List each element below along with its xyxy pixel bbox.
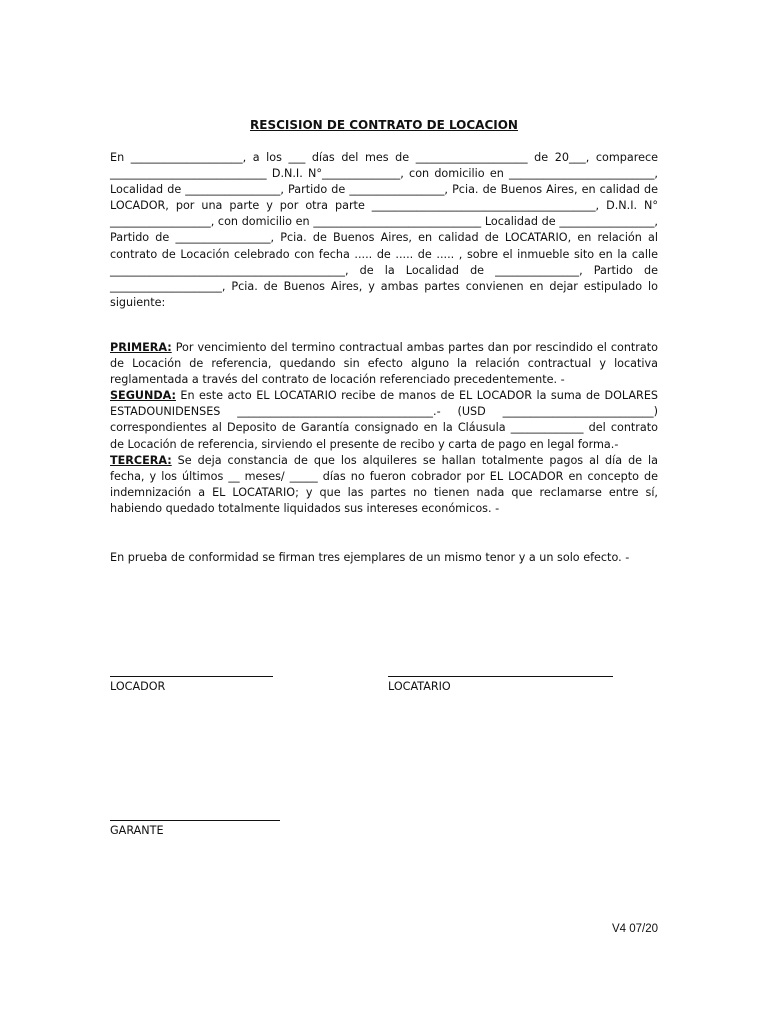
intro-text: En ____________________, a los ___ días del mes de ____________________ de 20___, comparece ____________________________ D.N.I. N°______________, con domicilio en __________________________, Localidad de _________________, Partido de _________________, Pcia. de Buenos Aires, en calidad de LOCADOR, por una parte y por otra parte ________________________________________, D.N.I. N° __________________, con domicilio en ______________________________ Localidad de _________________, Partido de _________________, Pcia. de Buenos Aires, en calidad de LOCATARIO, en relación al contrato de Locación celebrado con fecha ..... de ..... de ..... , sobre el inmueble sito en la calle __________________________________________, de la Localidad de _______________, Partido de ____________________, Pcia. de Buenos Aires, y ambas partes convienen en dejar estipulado lo siguiente: [110,151,658,309]
clause-heading: PRIMERA: [110,341,172,354]
clauses-section [110,340,658,517]
intro-paragraph [110,150,658,311]
clause-segunda [110,388,658,452]
garante-signature-line [110,820,280,821]
locatario-signature-label: LOCATARIO [388,680,451,693]
clause-text: En este acto EL LOCATARIO recibe de manos de EL LOCADOR la suma de DOLARES ESTADOUNIDENSES ___________________________________.- (USD ___________________________) correspondientes al Deposito de Garantía consignado en la Cláusula _____________ del contrato de Locación de referencia, sirviendo el presente de recibo y carta de pago en legal forma.- [110,389,658,451]
locador-signature-line [110,676,273,677]
closing-text: En prueba de conformidad se firman tres ejemplares de un mismo tenor y a un solo efecto. - [110,551,630,564]
locatario-signature-line [388,676,613,677]
version-label: V4 07/20 [611,923,658,935]
clause-tercera [110,453,658,517]
closing-paragraph [110,550,658,566]
garante-signature-label: GARANTE [110,824,164,837]
locador-signature-label: LOCADOR [110,680,166,693]
clause-heading: TERCERA: [110,453,172,467]
document-title: RESCISION DE CONTRATO DE LOCACION [250,118,518,132]
clause-primera [110,340,658,388]
clause-heading: SEGUNDA: [110,389,176,403]
clause-text: Se deja constancia de que los alquileres se hallan totalmente pagos al día de la fecha, y los últimos __ meses/ _____ días no fueron cobrador por EL LOCADOR en concepto de indemnización a EL LOCATARIO; y que las partes no tienen nada que reclamarse entre sí, habiendo quedado totalmente liquidados sus intereses económicos. - [110,453,658,515]
clause-text: Por vencimiento del termino contractual ambas partes dan por rescindido el contrato de Locación de referencia, quedando sin efecto alguno la relación contractual y locativa reglamentada a través del contrato de locación referenciado precedentemente. - [110,341,658,387]
